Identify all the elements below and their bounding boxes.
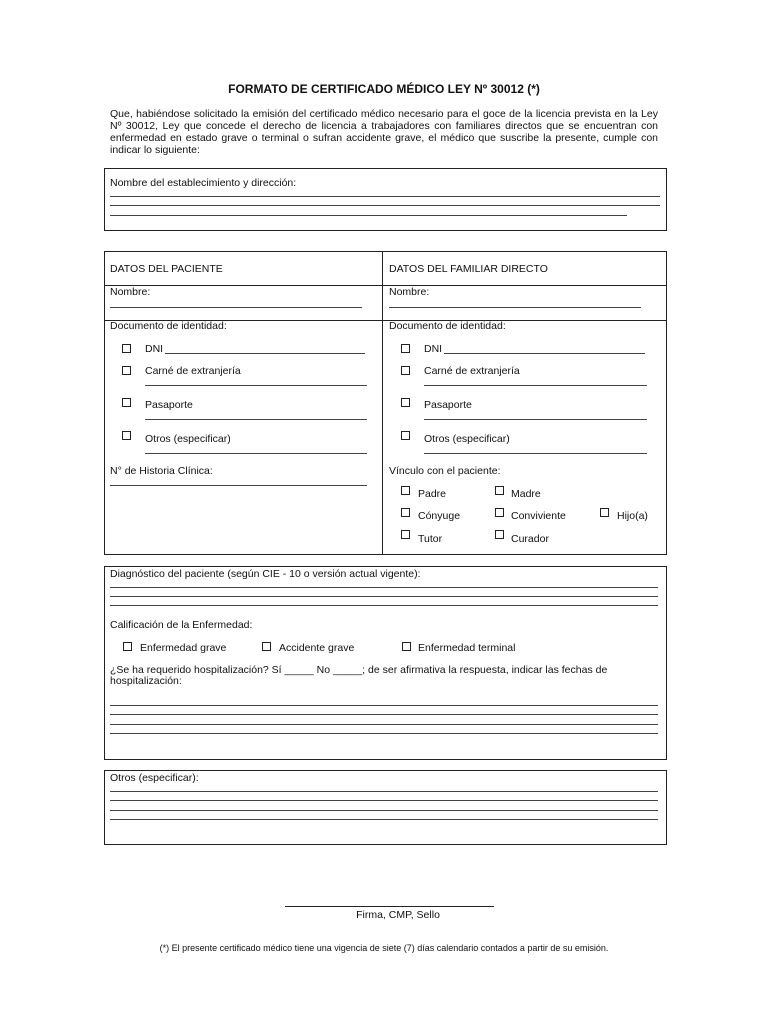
madre-checkbox[interactable] [495, 486, 504, 495]
family-dni-label: DNI [424, 343, 443, 355]
patient-dni-field[interactable] [165, 353, 365, 354]
padre-label: Padre [418, 488, 447, 500]
family-pasaporte-field[interactable] [424, 419, 647, 420]
hijo-checkbox[interactable] [600, 508, 609, 517]
diagnosis-section [104, 566, 667, 760]
hospitalization-line-4[interactable] [110, 733, 658, 734]
enfermedad-terminal-label: Enfermedad terminal [418, 642, 516, 654]
hospitalization-line-3[interactable] [110, 724, 658, 725]
patient-pasaporte-field[interactable] [145, 419, 367, 420]
signature-label: Firma, CMP, Sello [356, 909, 440, 921]
patient-otros-label: Otros (especificar) [145, 433, 231, 445]
enfermedad-grave-checkbox[interactable] [123, 642, 132, 651]
diagnosis-line-2[interactable] [110, 596, 658, 597]
conviviente-label: Conviviente [511, 510, 566, 522]
others-section [104, 770, 667, 845]
others-line-1[interactable] [110, 791, 658, 792]
family-otros-field[interactable] [424, 453, 647, 454]
family-pasaporte-label: Pasaporte [424, 399, 472, 411]
diagnosis-line-1[interactable] [110, 587, 658, 588]
curador-checkbox[interactable] [495, 530, 504, 539]
enfermedad-terminal-checkbox[interactable] [402, 642, 411, 651]
padre-checkbox[interactable] [401, 486, 410, 495]
patient-historia-field[interactable] [110, 485, 367, 486]
patient-otros-checkbox[interactable] [122, 431, 131, 440]
family-dni-checkbox[interactable] [401, 344, 410, 353]
patient-family-section [104, 251, 667, 555]
establishment-label: Nombre del establecimiento y dirección: [110, 177, 297, 189]
family-otros-label: Otros (especificar) [424, 433, 510, 445]
document-title: FORMATO DE CERTIFICADO MÉDICO LEY Nº 30012 (*) [228, 82, 540, 96]
others-line-3[interactable] [110, 810, 658, 811]
hospitalization-line-2[interactable] [110, 714, 658, 715]
family-carne-checkbox[interactable] [401, 366, 410, 375]
family-name-label: Nombre: [389, 286, 430, 298]
others-line-2[interactable] [110, 800, 658, 801]
column-divider [382, 252, 383, 554]
diagnosis-label: Diagnóstico del paciente (según CIE - 10 o versión actual vigente): [110, 568, 421, 580]
hospitalization-line-1[interactable] [110, 705, 658, 706]
patient-dni-checkbox[interactable] [122, 344, 131, 353]
family-name-field[interactable] [389, 307, 641, 308]
curador-label: Curador [511, 533, 549, 545]
hospitalization-question: ¿Se ha requerido hospitalización? Sí _____ No _____; de ser afirmativa la respuesta, indicar las fechas de [110, 664, 608, 676]
diagnosis-line-3[interactable] [110, 605, 658, 606]
conyuge-checkbox[interactable] [401, 508, 410, 517]
patient-header: DATOS DEL PACIENTE [110, 263, 223, 275]
patient-carne-label: Carné de extranjería [145, 365, 241, 377]
footnote: (*) El presente certificado médico tiene una vigencia de siete (7) días calendario contados a partir de su emisión. [159, 943, 609, 953]
patient-pasaporte-label: Pasaporte [145, 399, 193, 411]
others-line-4[interactable] [110, 819, 658, 820]
calificacion-label: Calificación de la Enfermedad: [110, 619, 253, 631]
accidente-grave-checkbox[interactable] [262, 642, 271, 651]
patient-name-label: Nombre: [110, 286, 151, 298]
family-pasaporte-checkbox[interactable] [401, 398, 410, 407]
patient-otros-field[interactable] [145, 453, 367, 454]
header-divider [105, 285, 666, 286]
accidente-grave-label: Accidente grave [279, 642, 355, 654]
conviviente-checkbox[interactable] [495, 508, 504, 517]
family-carne-field[interactable] [424, 385, 647, 386]
patient-doc-label: Documento de identidad: [110, 320, 227, 332]
patient-carne-field[interactable] [145, 385, 367, 386]
patient-name-field[interactable] [110, 307, 362, 308]
hospitalization-question-cont: hospitalización: [110, 675, 182, 687]
establishment-line-1[interactable] [110, 196, 660, 197]
tutor-label: Tutor [418, 533, 443, 545]
family-vinculo-label: Vínculo con el paciente: [389, 465, 501, 477]
patient-carne-checkbox[interactable] [122, 366, 131, 375]
family-doc-label: Documento de identidad: [389, 320, 506, 332]
family-header: DATOS DEL FAMILIAR DIRECTO [389, 263, 548, 275]
patient-dni-label: DNI [145, 343, 164, 355]
family-otros-checkbox[interactable] [401, 431, 410, 440]
family-carne-label: Carné de extranjería [424, 365, 520, 377]
establishment-line-3[interactable] [110, 215, 627, 216]
madre-label: Madre [511, 488, 541, 500]
hijo-label: Hijo(a) [617, 510, 648, 522]
conyuge-label: Cónyuge [418, 510, 461, 522]
patient-historia-label: N° de Historia Clínica: [110, 465, 213, 477]
signature-line[interactable] [285, 906, 494, 907]
others-label: Otros (especificar): [110, 772, 199, 784]
establishment-section [104, 168, 667, 231]
establishment-line-2[interactable] [110, 205, 660, 206]
family-dni-field[interactable] [444, 353, 645, 354]
enfermedad-grave-label: Enfermedad grave [140, 642, 227, 654]
patient-pasaporte-checkbox[interactable] [122, 398, 131, 407]
tutor-checkbox[interactable] [401, 530, 410, 539]
intro-paragraph: Que, habiéndose solicitado la emisión del certificado médico necesario para el goce de la licencia prevista en la Ley Nº 30012, Ley que concede el derecho de licencia a trabajadores con familiares directos que se encuentran con enfermedad en estado grave o terminal o sufran accidente grave, el médico que suscribe la presente, cumple con indicar lo siguiente: [110, 108, 658, 156]
